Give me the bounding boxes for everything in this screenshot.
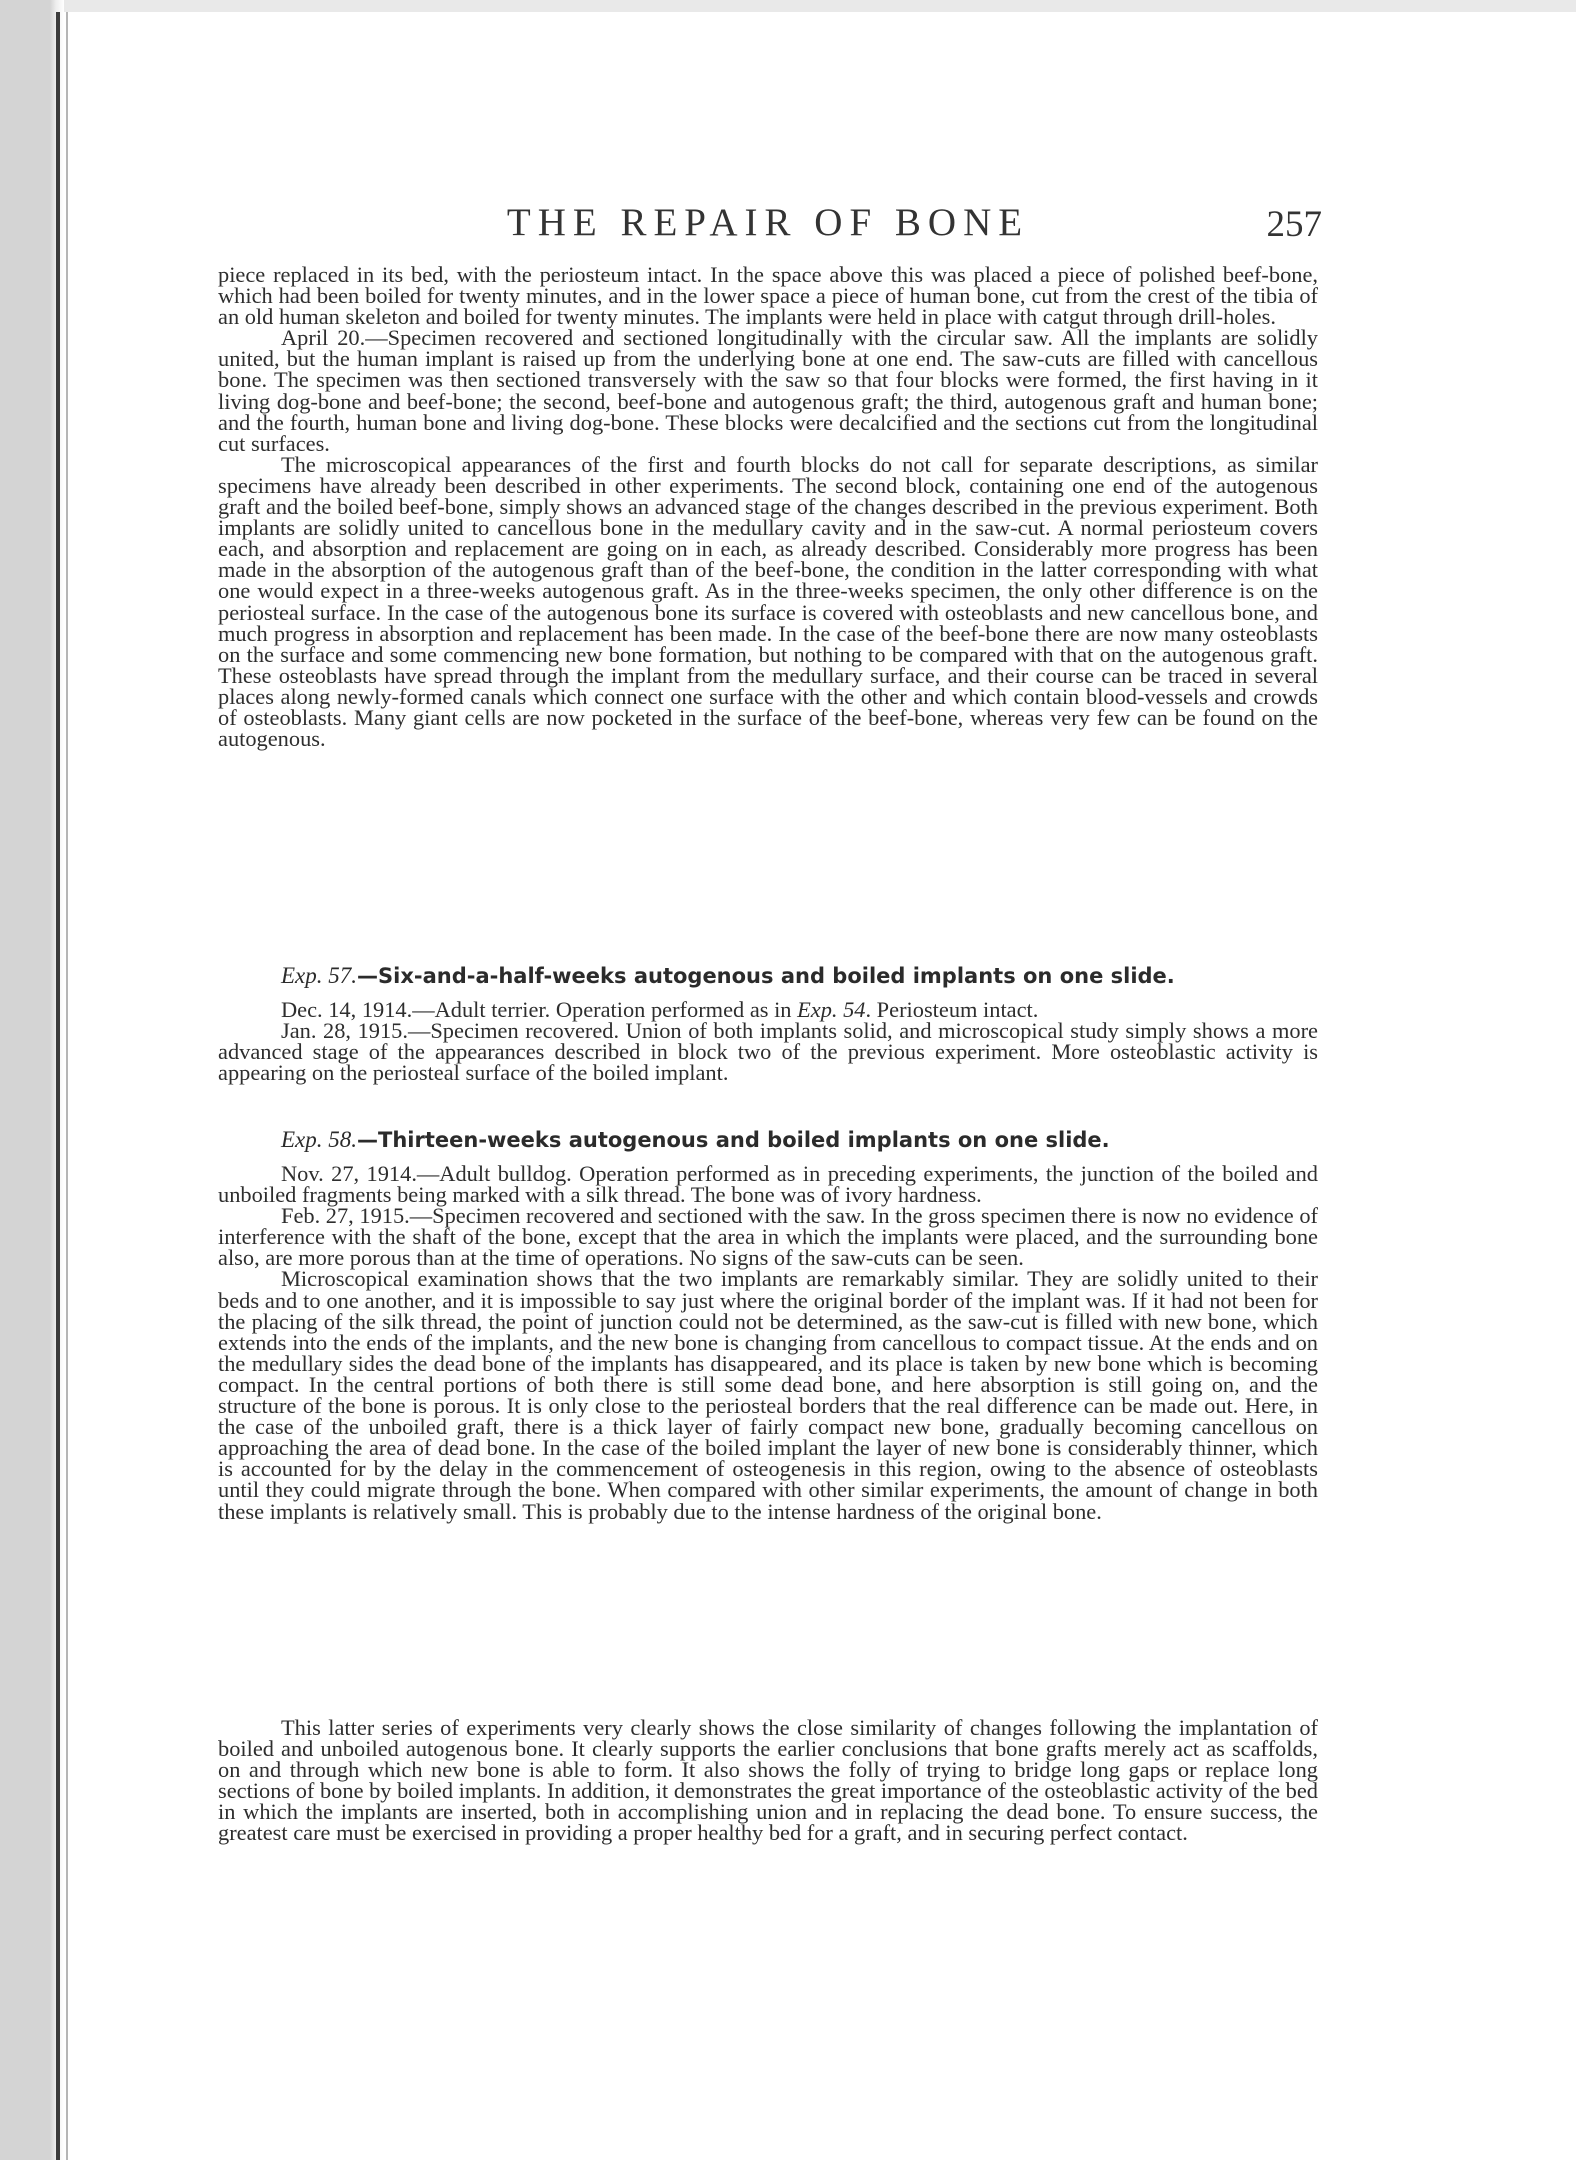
book-spine-line: [56, 12, 60, 2160]
paragraph-april-20: April 20.—Specimen recovered and sectioned longitudinally with the circular saw. All the implants are solidly united, but the human implant is raised up from the underlying bone at one end. The saw-cuts are filled with cancellous bone. The specimen was then sectioned transversely with the saw so that four blocks were formed, the first having in it living dog-bone and beef-bone; the second, beef-bone and autogenous graft; the third, autogenous graft and human bone; and the fourth, human bone and living dog-bone. These blocks were decalcified and the sections cut from the longitudinal cut surfaces.: [218, 325, 1318, 456]
conclusion-section: [218, 1717, 1318, 1844]
paragraph-conclusion: This latter series of experiments very clearly shows the close similarity of changes following the implantation of boiled and unboiled autogenous bone. It clearly supports the earlier conclusions that bone grafts merely act as scaffolds, on and through which new bone is able to form. It also shows the folly of trying to bridge long gaps or replace long sections of bone by boiled implants. In addition, it demonstrates the great importance of the osteoblastic activity of the bed in which the implants are inserted, both in accomplishing union and in replacing the dead bone. To ensure success, the greatest care must be exercised in providing a proper healthy bed for a graft, and in securing perfect contact.: [218, 1715, 1318, 1846]
paragraph-microscopical-appearances: The microscopical appearances of the first and fourth blocks do not call for separate descriptions, as similar specimens have already been described in other experiments. The second block, containing one end of the autogenous graft and the boiled beef-bone, simply shows an advanced stage of the changes described in the previous experiment. Both implants are solidly united to cancellous bone in the medullary cavity and in the saw-cut. A normal periosteum covers each, and absorption and replacement are going on in each, as already described. Considerably more progress has been made in the absorption of the autogenous graft than of the beef-bone, the condition in the latter corresponding with what one would expect in a three-weeks autogenous graft. As in the three-weeks specimen, the only other difference is on the periosteal surface. In the case of the autogenous bone its surface is covered with osteoblasts and new cancellous bone, and much progress in absorption and replacement has been made. In the case of the beef-bone there are now many osteoblasts on the surface and some commencing new bone formation, but nothing to be compared with that on the autogenous graft. These osteoblasts have spread through the implant from the medullary surface, and their course can be traced in several places along newly-formed canals which connect one surface with the other and which contain blood-vessels and crowds of osteoblasts. Many giant cells are now pocketed in the surface of the beef-bone, whereas very few can be found on the autogenous.: [218, 451, 1318, 752]
page-header: [218, 198, 1322, 248]
paragraph-continuation: piece replaced in its bed, with the periosteum intact. In the space above this was placed a piece of polished beef-bone, which had been boiled for twenty minutes, and in the lower space a piece of human bone, cut from the crest of the tibia of an old human skeleton and boiled for twenty minutes. The implants were held in place with catgut through drill-holes.: [218, 262, 1318, 330]
paragraph-dec-14: Dec. 14, 1914.—Adult terrier. Operation performed as in Exp. 54. Periosteum intact.: [281, 997, 1039, 1022]
paragraph-nov-27: Nov. 27, 1914.—Adult bulldog. Operation performed as in preceding experiments, the junction of the boiled and unboiled fragments being marked with a silk thread. The bone was of ivory hardness.: [218, 1161, 1318, 1208]
paragraph-feb-27: Feb. 27, 1915.—Specimen recovered and sectioned with the saw. In the gross specimen there is now no evidence of interference with the shaft of the bone, except that the area in which the implants were placed, and the surrounding bone also, are more porous than at the time of operations. No signs of the saw-cuts can be seen.: [218, 1203, 1318, 1271]
experiment-58-heading: [218, 1128, 1318, 1152]
paragraph-microscopical-examination: Microscopical examination shows that the two implants are remarkably similar. They are solidly united to their beds and to one another, and it is impossible to say just where the original border of the implant was. If it had not been for the placing of the silk thread, the point of junction could not be determined, as the saw-cut is filled with new bone, which extends into the ends of the implants, and the new bone is changing from cancellous to compact tissue. At the ends and on the medullary sides the dead bone of the implants has disappeared, and its place is taken by new bone which is becoming compact. In the central portions of both there is still some dead bone, and here absorption is still going on, and the structure of the bone is porous. It is only close to the periosteal borders that the real difference can be made out. Here, in the case of the unboiled graft, there is a thick layer of fairly compact new bone, gradually becoming cancellous on approaching the area of dead bone. In the case of the boiled implant the layer of new bone is considerably thinner, which is accounted for by the delay in the commencement of osteogenesis in this region, owing to the absence of osteoblasts until they could migrate through the bone. When compared with other similar experiments, the amount of change in both these implants is relatively small. This is probably due to the intense hardness of the original bone.: [218, 1266, 1318, 1524]
experiment-57-title: —Six-and-a-half-weeks autogenous and boiled implants on one slide.: [357, 964, 1175, 988]
continued-experiment-text: [218, 262, 1318, 752]
page-number: 257: [1266, 204, 1322, 245]
experiment-58-section: [218, 1128, 1318, 1522]
exp-54-reference: Exp. 54: [797, 997, 866, 1022]
experiment-57-label: Exp. 57.: [281, 963, 358, 988]
experiment-58-title: —Thirteen-weeks autogenous and boiled implants on one slide.: [357, 1128, 1110, 1152]
book-spine-edge: [0, 0, 64, 2160]
book-spine-line-inner: [66, 12, 68, 2160]
experiment-58-label: Exp. 58.: [281, 1127, 358, 1152]
experiment-57-heading: [218, 964, 1318, 988]
paragraph-jan-28: Jan. 28, 1915.—Specimen recovered. Union of both implants solid, and microscopical study simply shows a more advanced stage of the appearances described in block two of the previous experiment. More osteoblastic activity is appearing on the periosteal surface of the boiled implant.: [218, 1018, 1318, 1086]
running-title: THE REPAIR OF BONE: [506, 201, 1030, 244]
experiment-57-section: [218, 963, 1318, 1086]
scan-top-shadow: [0, 0, 1576, 12]
